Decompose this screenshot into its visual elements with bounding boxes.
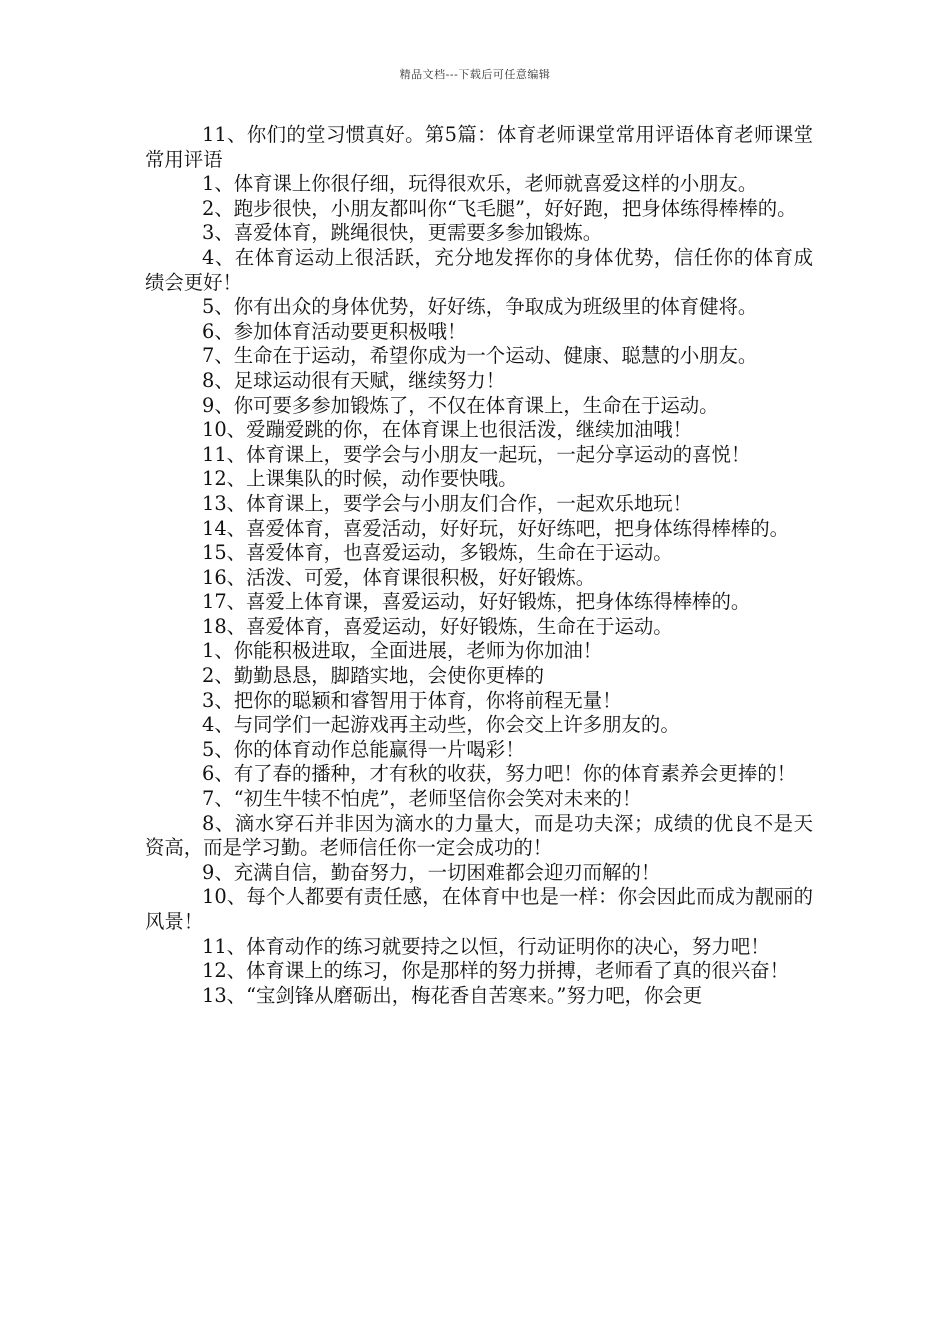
- paragraph: 6、有了春的播种，才有秋的收获，努力吧！你的体育素养会更捧的！: [202, 762, 797, 786]
- paragraph: 18、喜爱体育，喜爱运动，好好锻炼，生命在于运动。: [202, 614, 673, 638]
- paragraph: 9、充满自信，勤奋努力，一切困难都会迎刃而解的！: [202, 860, 661, 884]
- paragraph: 4、在体育运动上很活跃，充分地发挥你的身体优势，信任你的体育成绩会更好！: [145, 245, 813, 294]
- paragraph: 2、跑步很快，小朋友都叫你“飞毛腿”，好好跑，把身体练得棒棒的。: [202, 196, 797, 220]
- paragraph: 3、把你的聪颖和睿智用于体育，你将前程无量！: [202, 688, 622, 712]
- paragraph: 11、体育动作的练习就要持之以恒，行动证明你的决心，努力吧！: [202, 934, 770, 958]
- paragraph: 2、勤勤恳恳，脚踏实地，会使你更棒的: [202, 664, 544, 688]
- page-header: 精品文档---下载后可任意编辑: [399, 68, 551, 81]
- paragraph: 17、喜爱上体育课，喜爱运动，好好锻炼，把身体练得棒棒的。: [202, 590, 751, 614]
- paragraph: 11、你们的堂习惯真好。第5篇：体育老师课堂常用评语体育老师课堂常用评语: [145, 123, 813, 171]
- paragraph: 1、体育课上你很仔细，玩得很欢乐，老师就喜爱这样的小朋友。: [202, 172, 758, 196]
- paragraph: 6、参加体育活动要更积极哦！: [202, 319, 467, 343]
- paragraph: 14、喜爱体育，喜爱活动，好好玩，好好练吧，把身体练得棒棒的。: [202, 516, 790, 540]
- paragraph: 15、喜爱体育，也喜爱运动，多锻炼，生命在于运动。: [202, 541, 673, 565]
- paragraph: 3、喜爱体育，跳绳很快，更需要多参加锻炼。: [202, 221, 603, 245]
- paragraph: 7、“初生牛犊不怕虎”，老师坚信你会笑对未来的！: [202, 787, 642, 811]
- paragraph: 11、体育课上，要学会与小朋友一起玩，一起分享运动的喜悦！: [202, 442, 751, 466]
- paragraph: 5、你的体育动作总能赢得一片喝彩！: [202, 737, 525, 761]
- document-body: [145, 123, 813, 1008]
- paragraph: 12、上课集队的时候，动作要快哦。: [202, 467, 518, 491]
- paragraph: 5、你有出众的身体优势，好好练，争取成为班级里的体育健将。: [202, 295, 758, 319]
- paragraph: 9、你可要多参加锻炼了，不仅在体育课上，生命在于运动。: [202, 393, 719, 417]
- paragraph: 1、你能积极进取，全面进展，老师为你加油！: [202, 639, 603, 663]
- paragraph: 13、体育课上，要学会与小朋友们合作，一起欢乐地玩！: [202, 491, 693, 515]
- paragraph: 10、爱蹦爱跳的你，在体育课上也很活泼，继续加油哦！: [202, 418, 693, 442]
- paragraph: 16、活泼、可爱，体育课很积极，好好锻炼。: [202, 565, 596, 589]
- paragraph: 4、与同学们一起游戏再主动些，你会交上许多朋友的。: [202, 713, 680, 737]
- paragraph: 7、生命在于运动，希望你成为一个运动、健康、聪慧的小朋友。: [202, 344, 758, 368]
- paragraph: 13、“宝剑锋从磨砺出，梅花香自苦寒来。”努力吧，你会更: [202, 983, 703, 1007]
- paragraph: 12、体育课上的练习，你是那样的努力拼搏，老师看了真的很兴奋！: [202, 959, 790, 983]
- paragraph: 8、滴水穿石并非因为滴水的力量大，而是功夫深；成绩的优良不是天资高，而是学习勤。老师信任你一定会成功的！: [145, 811, 813, 860]
- paragraph: 10、每个人都要有责任感，在体育中也是一样：你会因此而成为靓丽的风景！: [145, 885, 813, 933]
- paragraph: 8、足球运动很有天赋，继续努力！: [202, 368, 506, 392]
